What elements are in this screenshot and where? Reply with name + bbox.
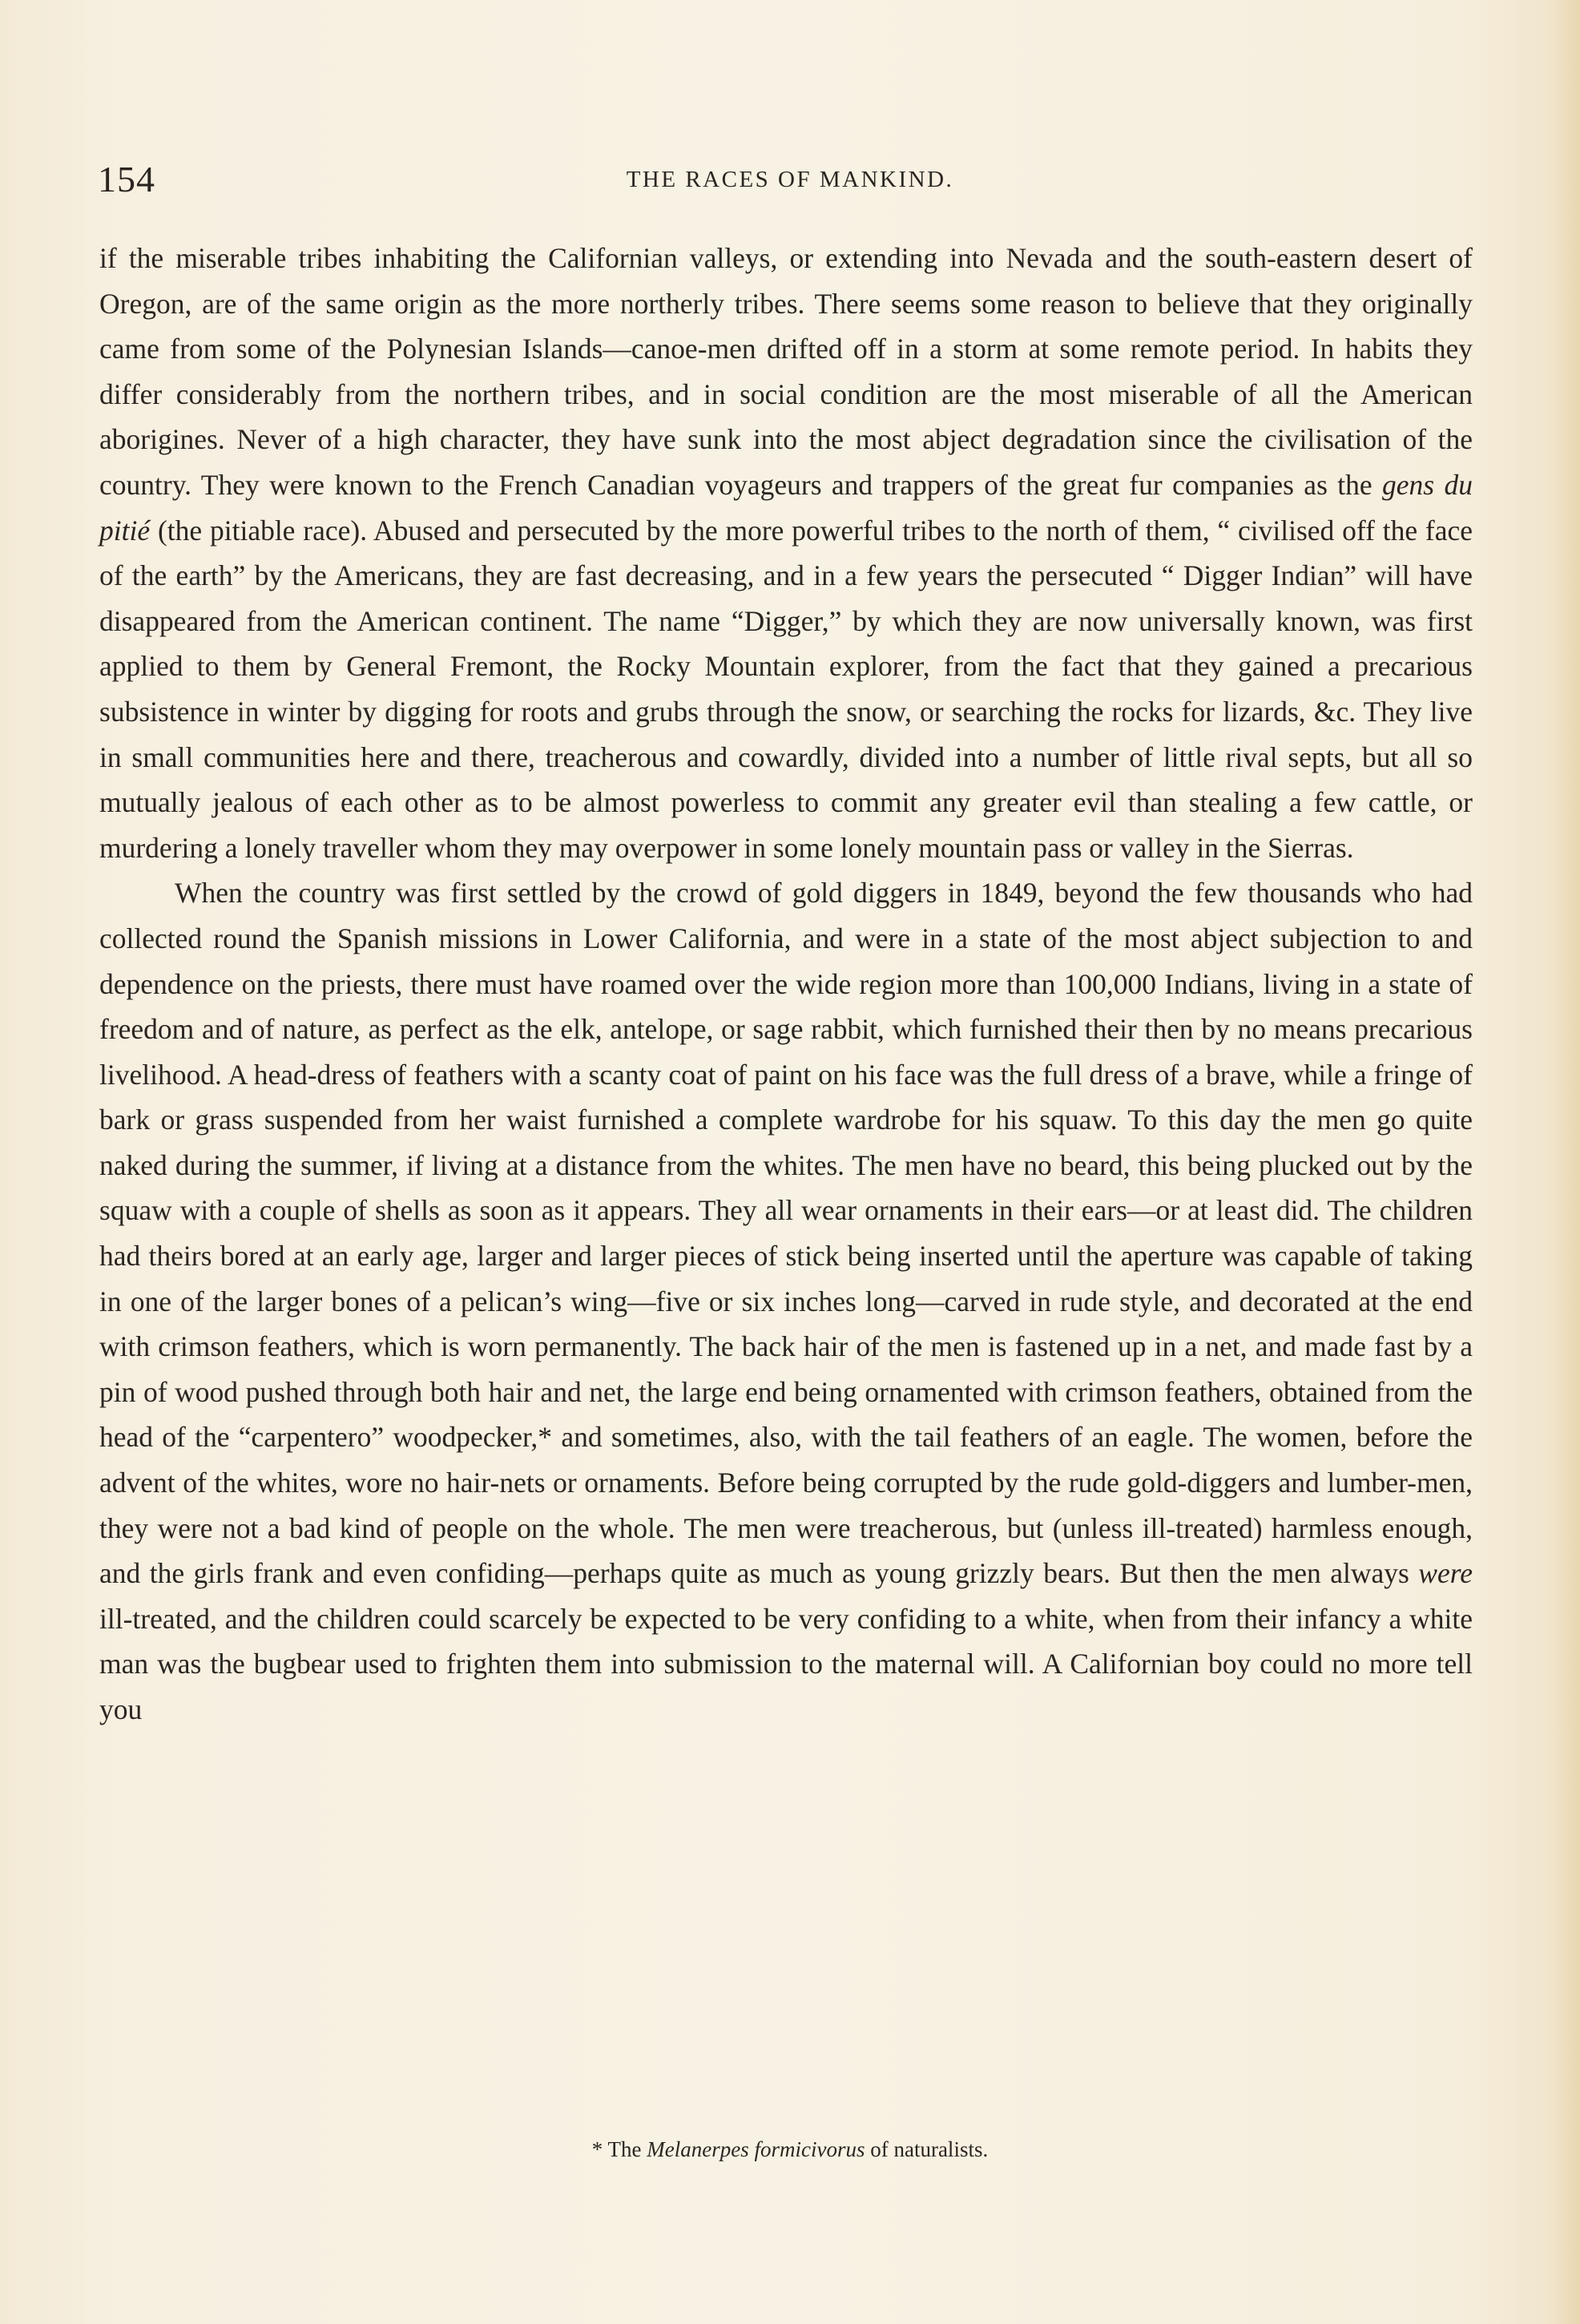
footnote-prefix: The xyxy=(607,2137,642,2161)
body-text xyxy=(99,236,1473,1733)
page-edge-shading xyxy=(1548,0,1580,2324)
footnote-species-name: Melanerpes formicivorus xyxy=(647,2137,865,2161)
page-header xyxy=(96,157,1484,205)
page-number: 154 xyxy=(98,159,155,200)
paragraph-2 xyxy=(99,870,1473,1732)
footnote xyxy=(0,2133,1580,2165)
paragraph-continued xyxy=(99,236,1473,870)
italic-term-gens-du-pitie: gens du pitié xyxy=(99,468,1473,547)
paragraph-1-text-a: if the miserable tribes inhabiting the Californian valleys, or extending into Nevada and the south-eastern desert of Oregon, are of the same origin as the more northerly tribes. There seems some reason to believe that they originally came from some of the Polynesian Islands—canoe-men drifted off in a storm at some remote period. In habits they differ considerably from the northern tribes, and in social condition are the most miserable of all the American aborigines. Never of a high character, they have sunk into the most abject degradation since the civilisation of the country. They were known to the French Canadian voyageurs and trappers of the great fur companies as the xyxy=(99,242,1473,501)
paragraph-2-text-a: When the country was first settled by the crowd of gold diggers in 1849, beyond the few thousands who had collected round the Spanish missions in Lower California, and were in a state of the most abject subjection to and dependence on the priests, there must have roamed over the wide region more than 100,000 Indians, living in a state of freedom and of nature, as perfect as the elk, antelope, or sage rabbit, which furnished their then by no means precarious livelihood. A head-dress of feathers with a scanty coat of paint on his face was the full dress of a brave, while a fringe of bark or grass suspended from her waist furnished a complete wardrobe for his squaw. To this day the men go quite naked during the summer, if living at a distance from the whites. The men have no beard, this being plucked out by the squaw with a couple of shells as soon as it appears. They all wear ornaments in their ears—or at least did. The children had theirs bored at an early age, larger and larger pieces of stick being inserted until the aperture was capable of taking in one of the larger bones of a pelican’s wing—five or six inches long—carved in rude style, and decorated at the end with crimson feathers, which is worn permanently. The back hair of the men is fastened up in a net, and made fast by a pin of wood pushed through both hair and net, the large end being ornamented with crimson feathers, obtained from the head of the “carpentero” woodpecker,* and sometimes, also, with the tail feathers of an eagle. The women, before the advent of the whites, wore no hair-nets or ornaments. Before being corrupted by the rude gold-diggers and lumber-men, they were not a bad kind of people on the whole. The men were treacherous, but (unless ill-treated) harmless enough, and the girls frank and even confiding—perhaps quite as much as young grizzly bears. But then the men always xyxy=(99,877,1473,1590)
italic-word-were: were xyxy=(1418,1557,1473,1590)
paragraph-2-text-b: ill-treated, and the children could scarcely be expected to be very confiding to a white, when from their infancy a white man was the bugbear used to frighten them into submission to the maternal will. A Californian boy could no more tell you xyxy=(99,1602,1473,1725)
running-title: THE RACES OF MANKIND. xyxy=(626,167,954,192)
footnote-suffix: of naturalists. xyxy=(870,2137,989,2161)
paragraph-1-text-b: (the pitiable race). Abused and persecuted by the more powerful tribes to the north of them, “ civilised off the face of the earth” by the Americans, they are fast decreasing, and in a few years the persecuted “ Digger Indian” will have disappeared from the American continent. The name “Digger,” by which they are now universally known, was first applied to them by General Fremont, the Rocky Mountain explorer, from the fact that they gained a precarious subsistence in winter by digging for roots and grubs through the snow, or searching the rocks for lizards, &c. They live in small communities here and there, treacherous and cowardly, divided into a number of little rival septs, but all so mutually jealous of each other as to be almost powerless to commit any greater evil than stealing a few cattle, or murdering a lonely traveller whom they may overpower in some lonely mountain pass or valley in the Sierras. xyxy=(99,514,1473,864)
footnote-marker: * xyxy=(591,2137,603,2161)
